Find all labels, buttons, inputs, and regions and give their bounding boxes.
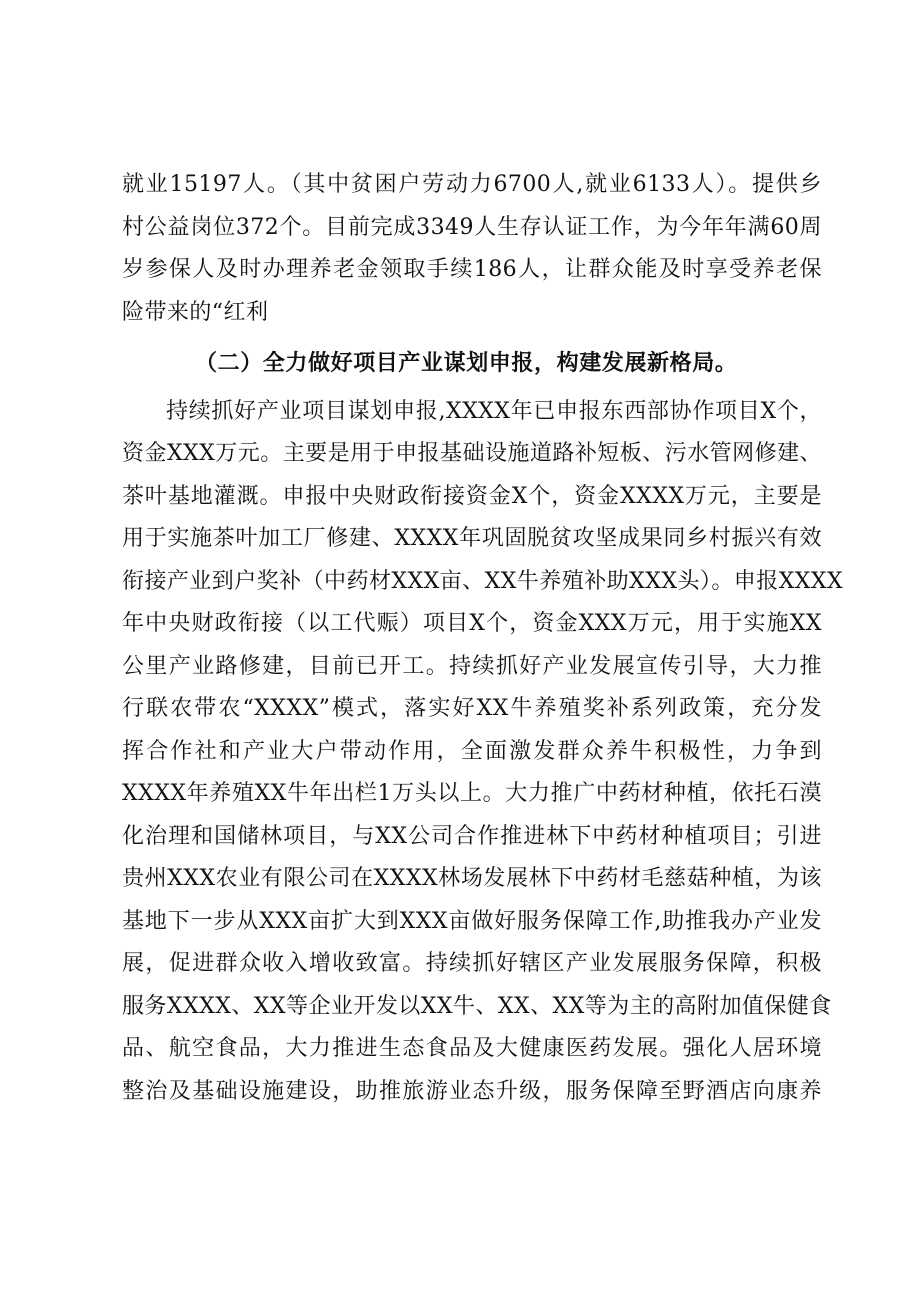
text-line: 险带来的“红利	[122, 299, 269, 325]
text-line: 展，促进群众收入增收致富。持续抓好辖区产业发展服务保障，积极	[122, 951, 822, 976]
text-line: 持续抓好产业项目谋划申报,XXXX年已申报东西部协作项目X个，	[166, 398, 822, 424]
text-line: 就业15197人。（其中贫困户劳动力6700人,就业6133人）。提供乡	[122, 172, 822, 197]
text-line: 公里产业路修建，目前已开工。持续抓好产业发展宣传引导，大力推	[122, 653, 822, 679]
text-line: 年中央财政衔接（以工代赈）项目X个，资金XXX万元，用于实施XX	[122, 611, 822, 636]
text-line: 整治及基础设施建设，助推旅游业态升级，服务保障至野酒店向康养	[122, 1078, 822, 1104]
text-line: 挥合作社和产业大户带动作用，全面激发群众养牛积极性，力争到	[122, 738, 822, 764]
text-line: 岁参保人及时办理养老金领取手续186人，让群众能及时享受养老保	[122, 257, 822, 282]
document-body	[122, 164, 844, 1113]
text-line: 衔接产业到户奖补（中药材XXX亩、XX牛养殖补助XXX头）。申报XXXX	[122, 568, 844, 594]
paragraph-1	[122, 164, 822, 334]
paragraph-2	[122, 391, 844, 1114]
text-line: 服务XXXX、XX等企业开发以XX牛、XX、XX等为主的高附加值保健食	[122, 993, 832, 1019]
text-line: 资金XXX万元。主要是用于申报基础设施道路补短板、污水管网修建、	[122, 441, 822, 466]
text-line: 基地下一步从XXX亩扩大到XXX亩做好服务保障工作,助推我办产业发	[122, 908, 822, 934]
text-line: 茶叶基地灌溉。申报中央财政衔接资金X个，资金XXXX万元，主要是	[122, 483, 822, 509]
section-heading: （二）全力做好项目产业谋划申报，构建发展新格局。	[195, 350, 738, 376]
text-line: 贵州XXX农业有限公司在XXXX林场发展林下中药材毛慈菇种植，为该	[122, 866, 822, 891]
text-line: 品、航空食品，大力推进生态食品及大健康医药发展。强化人居环境	[122, 1036, 822, 1061]
text-line: 行联农带农“XXXX”模式，落实好XX牛养殖奖补系列政策，充分发	[122, 696, 822, 721]
text-line: 村公益岗位372个。目前完成3349人生存认证工作，为今年年满60周	[122, 214, 822, 240]
text-line: 化治理和国储林项目，与XX公司合作推进林下中药材种植项目；引进	[122, 823, 822, 849]
text-line: 用于实施茶叶加工厂修建、XXXX年巩固脱贫攻坚成果同乡村振兴有效	[122, 526, 822, 551]
text-line: XXXX年养殖XX牛年出栏1万头以上。大力推广中药材种植，依托石漠	[122, 781, 822, 806]
